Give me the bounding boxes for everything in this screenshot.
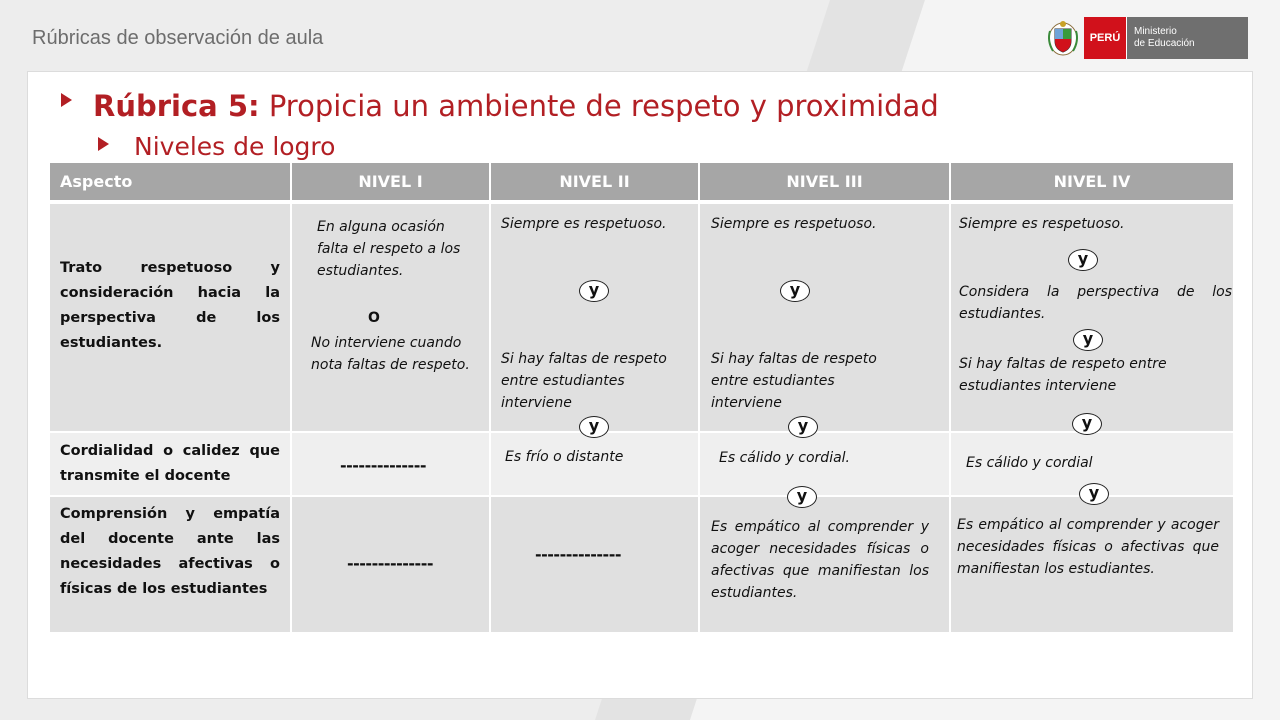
nivel4-empatia: Es empático al comprender y acoger necesidades físicas o afectivas que manifiestan los estudiantes. bbox=[957, 517, 1219, 577]
connector-y: y bbox=[787, 486, 817, 508]
or-label: O bbox=[368, 310, 380, 326]
rubric-label: Rúbrica 5: bbox=[93, 89, 260, 123]
nivel1-text-b: No interviene cuando nota faltas de respeto. bbox=[311, 335, 470, 373]
connector-y: y bbox=[788, 416, 818, 438]
empty-dash: -------------- bbox=[347, 554, 433, 573]
aspect-text: Comprensión y empatía del docente ante las necesidades afectivas o físicas de los estudiantes bbox=[60, 506, 280, 597]
aspect-cell bbox=[50, 431, 292, 495]
connector-y: y bbox=[1068, 249, 1098, 271]
connector-y: y bbox=[1073, 329, 1103, 351]
nivel2-text-b: Si hay faltas de respeto entre estudiantes interviene bbox=[501, 351, 667, 411]
coat-of-arms-icon bbox=[1044, 17, 1082, 59]
connector-y: y bbox=[1072, 413, 1102, 435]
connector-y: y bbox=[780, 280, 810, 302]
presentation-title: Rúbricas de observación de aula bbox=[32, 27, 324, 49]
aspect-text: Trato respetuoso y consideración hacia la perspectiva de los estudiantes. bbox=[60, 260, 280, 351]
nivel3-empatia: Es empático al comprender y acoger necesidades físicas o afectivas que manifiestan los estudiantes. bbox=[711, 519, 929, 601]
nivel4-text-a: Siempre es respetuoso. bbox=[959, 216, 1125, 232]
header-nivel-4: NIVEL IV bbox=[951, 163, 1233, 200]
nivel3-text-a: Siempre es respetuoso. bbox=[711, 216, 877, 232]
empty-dash: -------------- bbox=[535, 545, 621, 564]
peru-label: PERÚ bbox=[1084, 17, 1126, 59]
header-nivel-2: NIVEL II bbox=[491, 163, 700, 200]
header-aspecto: Aspecto bbox=[50, 163, 292, 200]
header-nivel-1: NIVEL I bbox=[292, 163, 491, 200]
ministry-label bbox=[1126, 17, 1248, 59]
ministry-line-1: Ministerio bbox=[1134, 26, 1177, 37]
ministry-logo bbox=[1044, 17, 1248, 59]
bullet-icon bbox=[98, 137, 109, 151]
nivel2-text-a: Siempre es respetuoso. bbox=[501, 216, 667, 232]
connector-y: y bbox=[579, 416, 609, 438]
aspect-cell bbox=[50, 495, 292, 632]
rubric-title: Propicia un ambiente de respeto y proximidad bbox=[268, 89, 939, 123]
ministry-line-2: de Educación bbox=[1134, 38, 1195, 49]
nivel4-cordialidad: Es cálido y cordial bbox=[966, 455, 1093, 471]
connector-y: y bbox=[579, 280, 609, 302]
rubric-table bbox=[50, 163, 1233, 632]
aspect-text: Cordialidad o calidez que transmite el docente bbox=[60, 443, 280, 484]
nivel3-cordialidad: Es cálido y cordial. bbox=[719, 450, 850, 466]
nivel1-text-a: En alguna ocasión falta el respeto a los estudiantes. bbox=[317, 219, 461, 279]
empty-dash: -------------- bbox=[340, 456, 426, 475]
subheading: Niveles de logro bbox=[134, 132, 336, 161]
nivel4-text-b: Considera la perspectiva de los estudiantes. bbox=[959, 284, 1232, 322]
connector-y: y bbox=[1079, 483, 1109, 505]
nivel2-cordialidad: Es frío o distante bbox=[505, 449, 624, 465]
aspect-cell bbox=[50, 202, 292, 431]
nivel4-text-c: Si hay faltas de respeto entre estudiantes interviene bbox=[959, 356, 1167, 394]
bullet-icon bbox=[61, 93, 72, 107]
nivel3-text-b: Si hay faltas de respeto entre estudiantes interviene bbox=[711, 351, 877, 411]
rubric-heading bbox=[93, 88, 939, 124]
header-nivel-3: NIVEL III bbox=[700, 163, 951, 200]
